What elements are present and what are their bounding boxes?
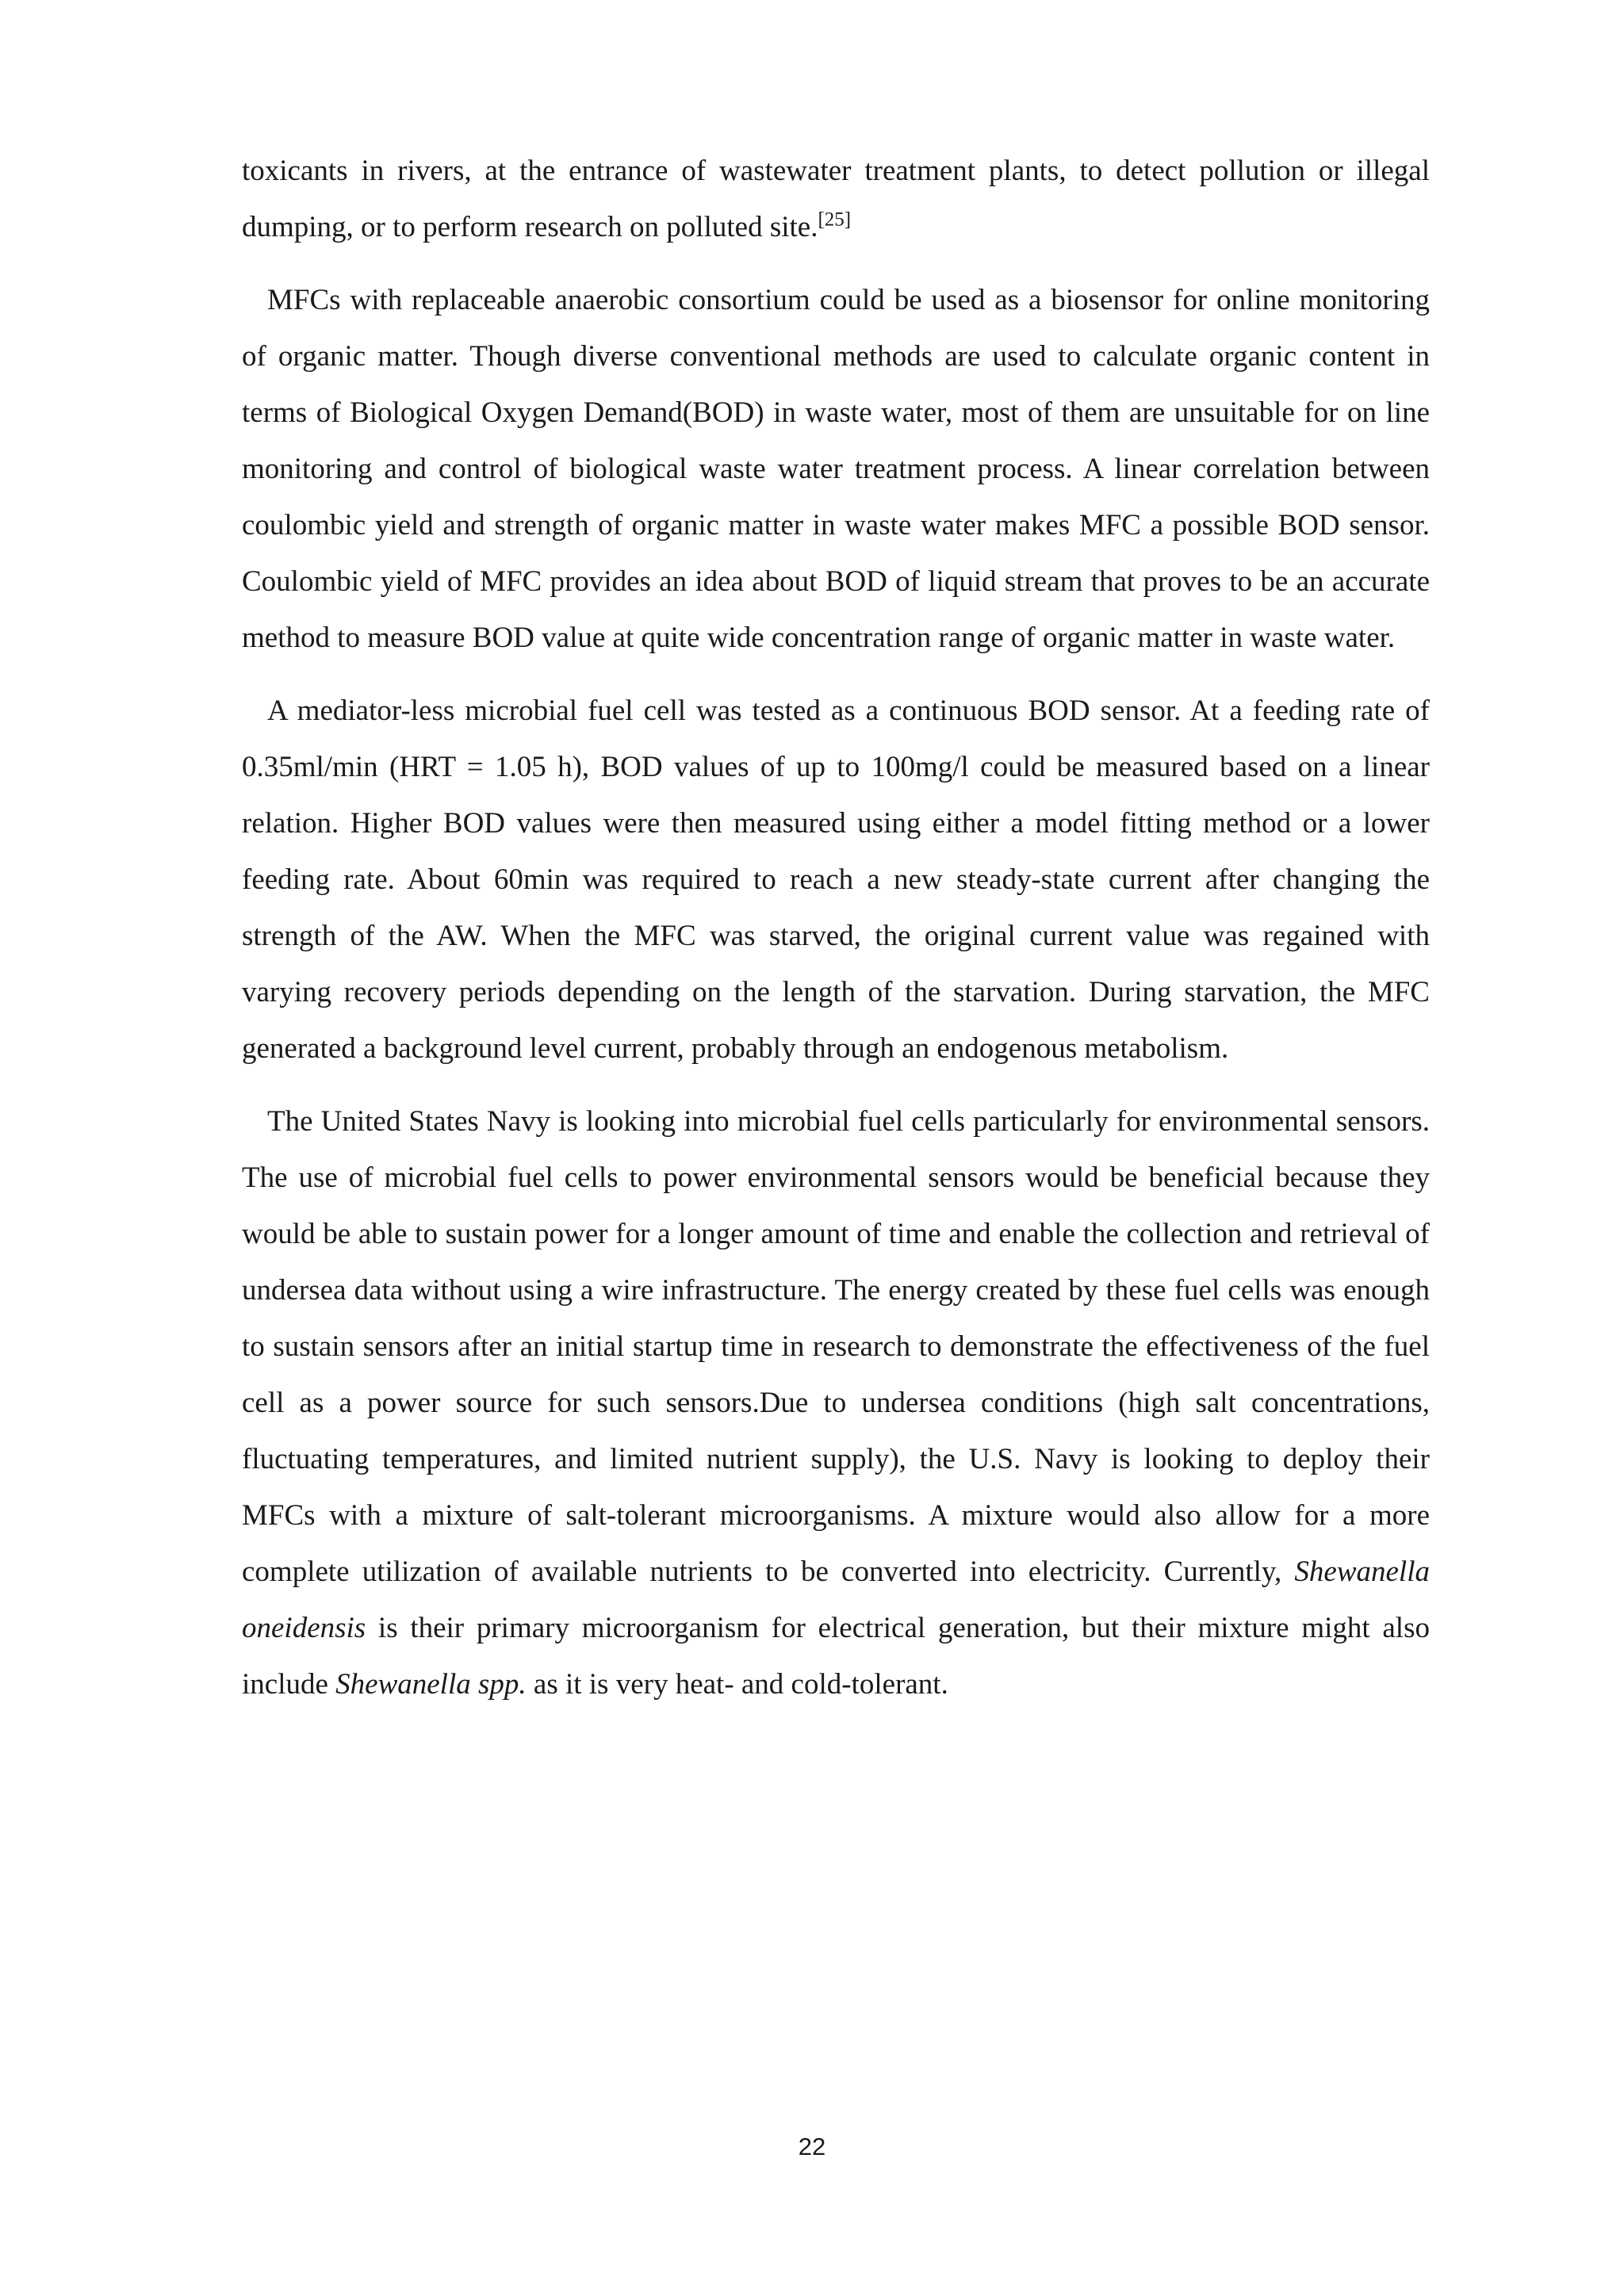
paragraph-mfc-biosensor <box>242 272 1430 666</box>
paragraph-text: A mediator-less microbial fuel cell was tested as a continuous BOD sensor. At a feeding rate of 0.35ml/min (HRT = 1.05 h), BOD values of up to 100mg/l could be measured based on a linear relation. Higher BOD values were then measured using either a model fitting method or a lower feeding rate. About 60min was required to reach a new steady-state current after changing the strength of the AW. When the MFC was starved, the original current value was regained with varying recovery periods depending on the length of the starvation. During starvation, the MFC generated a background level current, probably through an endogenous metabolism. <box>242 695 1430 1065</box>
paragraph-continuation <box>242 143 1430 255</box>
paragraph-bod-sensor <box>242 683 1430 1077</box>
species-name-italic: Shewanella spp. <box>335 1668 527 1701</box>
paragraph-text: toxicants in rivers, at the entrance of wastewater treatment plants, to detect pollution or illegal dumping, or to perform research on polluted site. <box>242 155 1430 243</box>
page-number: 22 <box>798 2133 826 2160</box>
body-text <box>242 143 1430 1712</box>
citation-reference: [25] <box>818 209 852 231</box>
paragraph-text: The United States Navy is looking into microbial fuel cells particularly for environmental sensors. The use of microbial fuel cells to power environmental sensors would be beneficial because they would be able to sustain power for a longer amount of time and enable the collection and retrieval of undersea data without using a wire infrastructure. The energy created by these fuel cells was enough to sustain sensors after an initial startup time in research to demonstrate the effectiveness of the fuel cell as a power source for such sensors.Due to undersea conditions (high salt concentrations, fluctuating temperatures, and limited nutrient supply), the U.S. Navy is looking to deploy their MFCs with a mixture of salt-tolerant microorganisms. A mixture would also allow for a more complete utilization of available nutrients to be converted into electricity. Currently, <box>242 1105 1430 1588</box>
paragraph-text: MFCs with replaceable anaerobic consortium could be used as a biosensor for online monitoring of organic matter. Though diverse conventional methods are used to calculate organic content in terms of Biological Oxygen Demand(BOD) in waste water, most of them are unsuitable for on line monitoring and control of biological waste water treatment process. A linear correlation between coulombic yield and strength of organic matter in waste water makes MFC a possible BOD sensor. Coulombic yield of MFC provides an idea about BOD of liquid stream that proves to be an accurate method to measure BOD value at quite wide concentration range of organic matter in waste water. <box>242 284 1430 654</box>
paragraph-text: is their primary microorganism for electrical generation, but their mixture might also include <box>242 1612 1430 1701</box>
species-name-italic: Shewanella oneidensis <box>242 1556 1430 1644</box>
paragraph-text: as it is very heat- and cold-tolerant. <box>526 1668 948 1701</box>
paragraph-us-navy <box>242 1093 1430 1712</box>
